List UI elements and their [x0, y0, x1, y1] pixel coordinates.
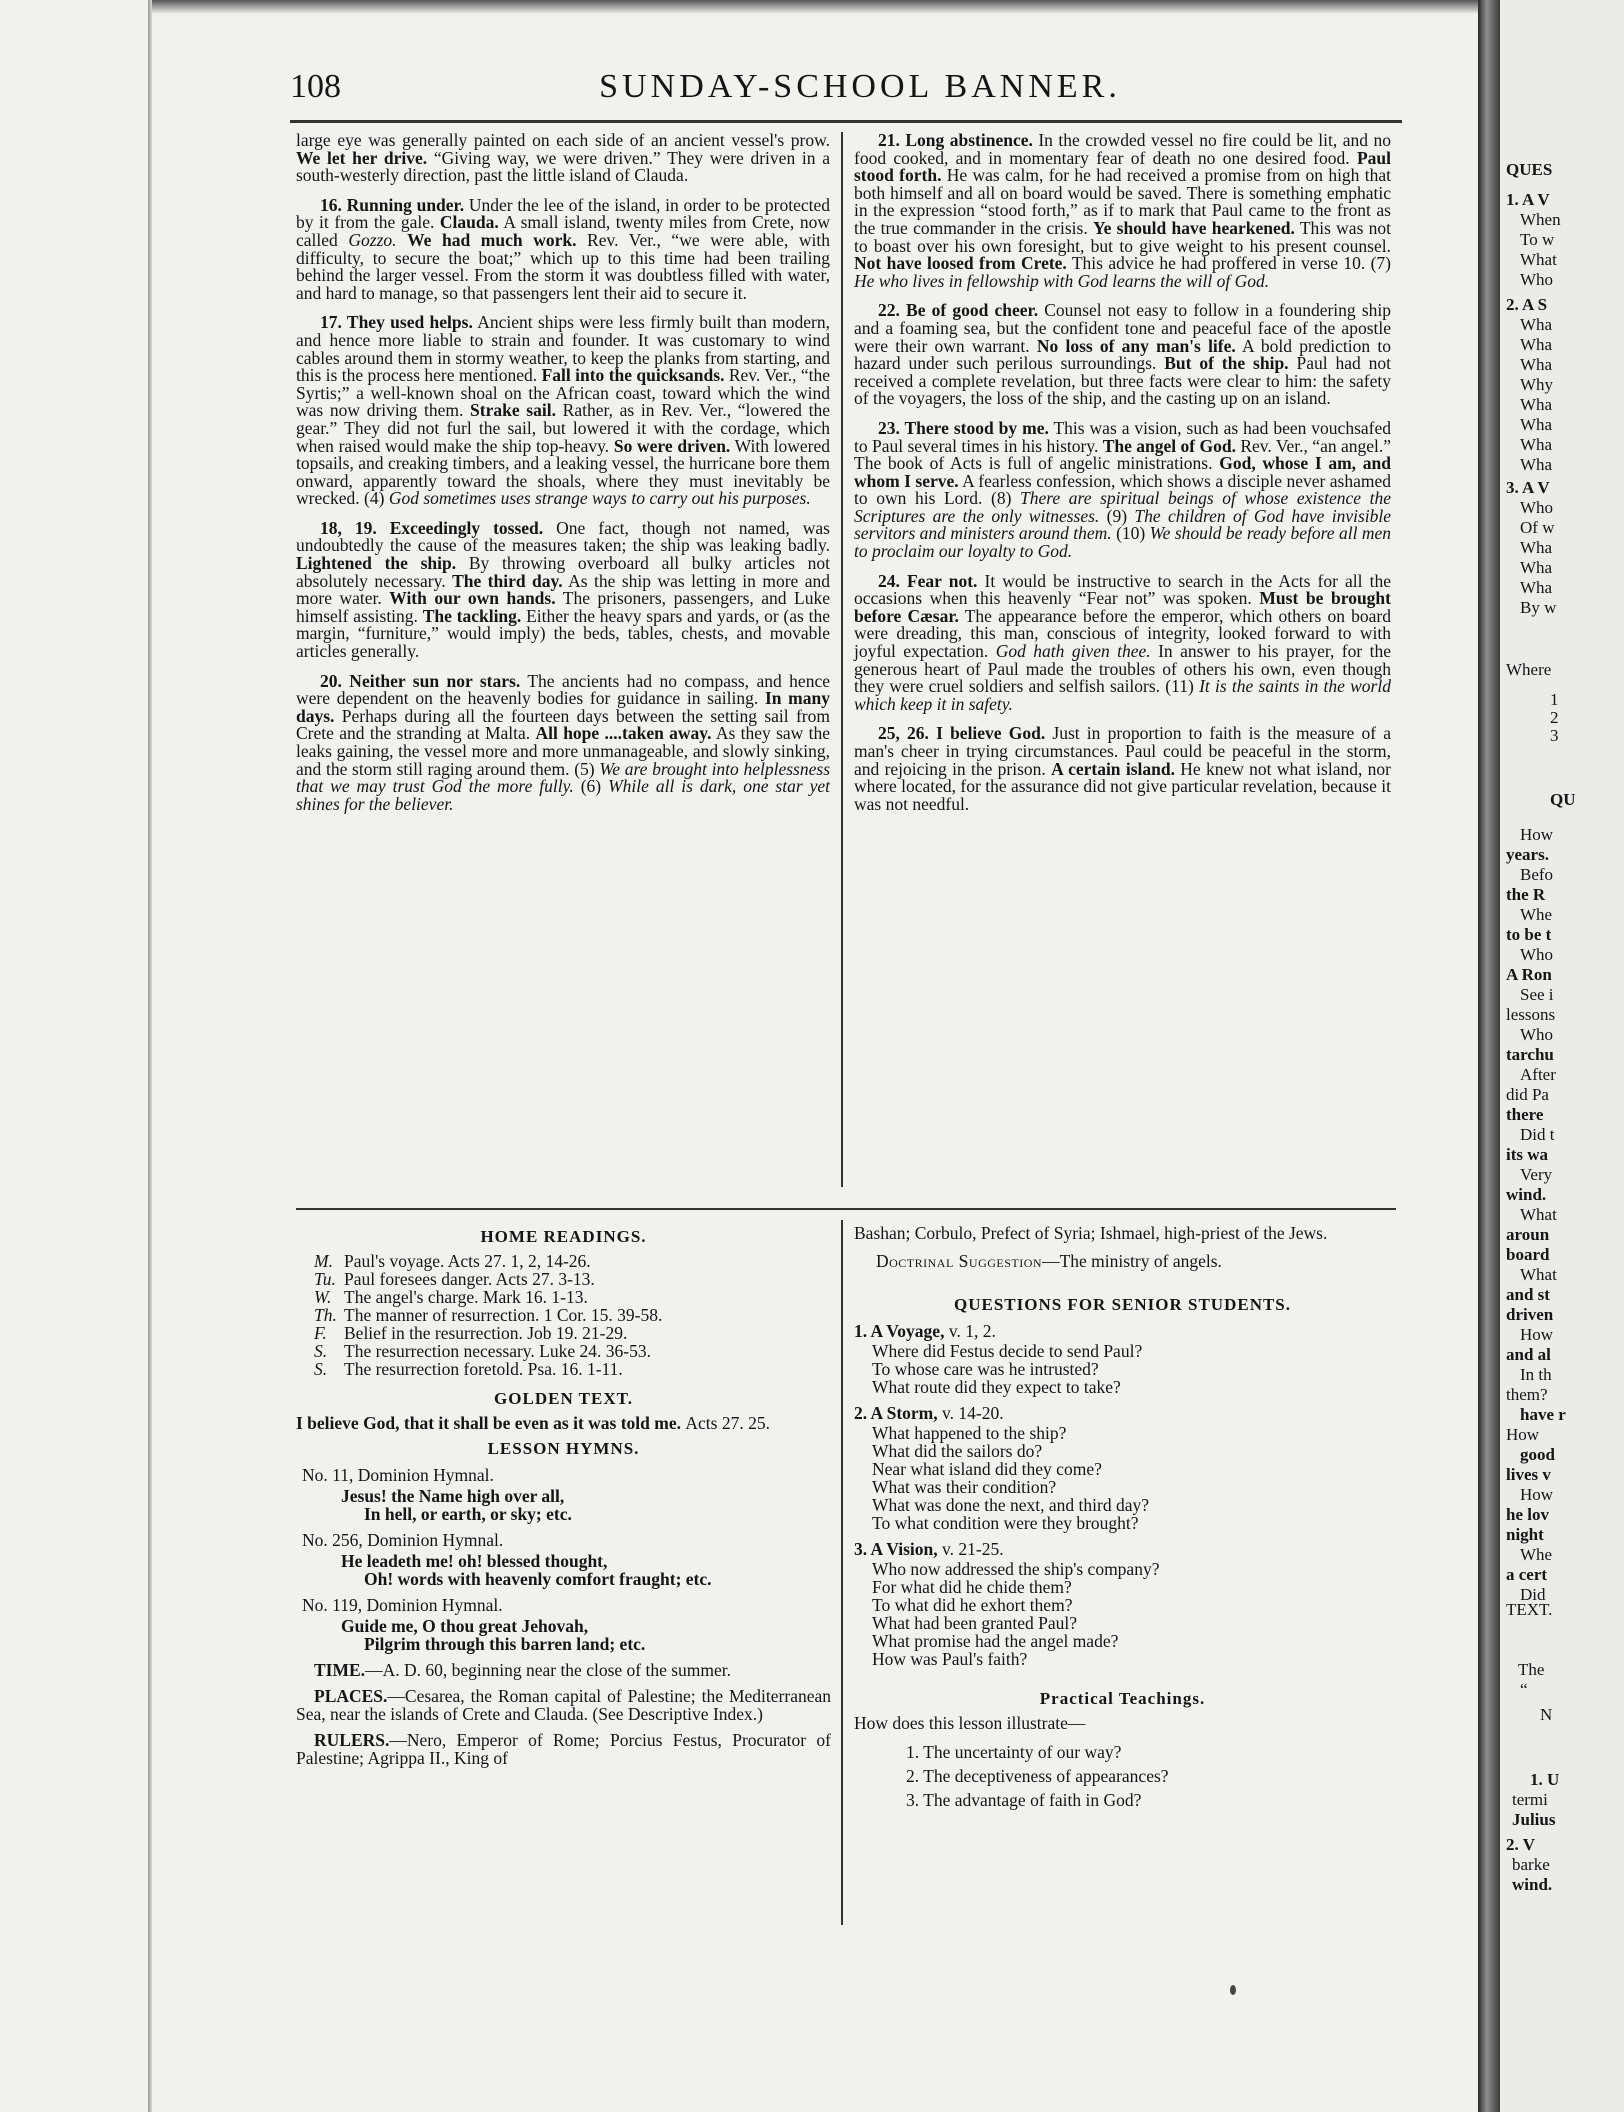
adjacent-page-fragment: wind. — [1512, 1875, 1553, 1894]
adjacent-page-fragment: Wha — [1520, 335, 1553, 354]
question-section-heading — [854, 1540, 1391, 1558]
note-text: With lowered topsails, and creaking timbers, and a leaking vessel, the hurricane bore them onward, apparently toward the shoals, where they must inevitably be wrecked. (4) — [296, 435, 831, 509]
note-keyword: Ye should have hearkened. — [1092, 217, 1295, 238]
section-divider — [296, 1208, 1396, 1210]
adjacent-page-fragment: Who — [1520, 1025, 1554, 1044]
adjacent-page-fragment: After — [1520, 1065, 1556, 1084]
reading-text: The manner of resurrection. 1 Cor. 15. 39-58. — [344, 1305, 663, 1325]
question-item: What route did they expect to take? — [872, 1377, 1121, 1397]
note-text: Rev. Ver., “we were able, with difficulty, to secure the boat;” which up to this time had been trailing behind the larger vessel. From the storm it was doubtless filled with water, and hard to manage, so that passengers lent their aid to secure it. — [296, 229, 831, 303]
note-lesson: The children of God have invisible servitors and ministers around them. — [854, 505, 1392, 544]
note-keyword: In many days. — [296, 688, 830, 726]
note-text: Rather, as in Rev. Ver., “lowered the gear.” They did not furl the sail, but lowered it with the cordage, which when raised would make the ship top-heavy. — [296, 400, 830, 456]
header-rule — [290, 120, 1402, 123]
note-text: The prisoners, passengers, and Luke himself assisting. — [296, 588, 831, 626]
adjacent-page-fragment: A Ron — [1506, 965, 1552, 984]
reading-row — [314, 1252, 831, 1270]
adjacent-page-fragment: them? — [1506, 1385, 1548, 1404]
question-item: To what condition were they brought? — [872, 1513, 1139, 1533]
practical-intro: How does this lesson illustrate— — [854, 1713, 1086, 1733]
reading-text: The resurrection foretold. Psa. 16. 1-11. — [344, 1359, 623, 1379]
note-text: In the crowded vessel no fire could be lit, and no food cooked, and in momentary fear of death no one desired food. — [854, 130, 1391, 168]
note-keyword: We had much work. — [407, 229, 577, 250]
adjacent-page-fragment: How — [1520, 825, 1554, 844]
note-lesson: We should be ready before all men to proclaim our loyalty to God. — [854, 523, 1392, 562]
question-item: What did the sailors do? — [872, 1441, 1043, 1461]
golden-text — [296, 1414, 831, 1432]
question-item: What was done the next, and third day? — [872, 1495, 1149, 1515]
note-keyword: But of the ship. — [1164, 353, 1289, 374]
places-text: —Cesarea, the Roman capital of Palestine; the Mediterranean Sea, near the islands of Crete and Clauda. (See Descriptive Index.) — [296, 1686, 831, 1724]
adjacent-page-fragment: Julius — [1512, 1810, 1556, 1829]
note-lesson: It is the saints in the world which keep it in safety. — [854, 676, 1391, 714]
adjacent-page-fragment: Wha — [1520, 315, 1553, 334]
note-keyword: With our own hands. — [389, 588, 556, 609]
adjacent-page-fragment: 1. A V — [1506, 190, 1550, 209]
note-lesson: God hath given thee. — [995, 641, 1151, 662]
adjacent-page-fragment: Wha — [1520, 558, 1553, 577]
golden-text-ref: Acts 27. 25. — [685, 1413, 770, 1433]
note-keyword: God, whose I am, and whom I serve. — [854, 453, 1391, 491]
adjacent-page-fragment: To w — [1520, 230, 1555, 249]
note-keyword: A certain island. — [1051, 758, 1175, 779]
note-paragraph — [854, 725, 1391, 813]
note-text: This advice he had proffered in verse 10. (7) — [1066, 253, 1391, 274]
question-item: What happened to the ship? — [872, 1423, 1067, 1443]
note-text: (6) — [573, 776, 609, 797]
column-divider — [841, 132, 843, 1187]
reading-day: W. — [314, 1287, 332, 1307]
practical-list — [854, 1740, 1391, 1812]
adjacent-page-fragment: Wha — [1520, 538, 1553, 557]
question-item: To whose care was he intrusted? — [872, 1359, 1099, 1379]
notes-column-right — [854, 132, 1391, 825]
note-keyword: Not have loosed from Crete. — [854, 253, 1067, 274]
note-keyword: Strake sail. — [470, 400, 556, 421]
note-keyword: So were driven. — [613, 435, 731, 456]
lesson-hymns-title: LESSON HYMNS. — [487, 1439, 640, 1458]
page-header — [290, 68, 1440, 112]
adjacent-page-fragment: driven — [1506, 1305, 1554, 1324]
adjacent-page-fragment: Wha — [1520, 395, 1553, 414]
note-paragraph — [296, 670, 830, 814]
hymn-number: No. 256, Dominion Hymnal. — [302, 1530, 504, 1550]
note-keyword: The angel of God. — [1102, 435, 1236, 456]
note-keyword: The third day. — [452, 570, 563, 591]
hymn-line: Guide me, O thou great Jehovah, — [341, 1616, 589, 1636]
adjacent-page-fragment: TEXT. — [1506, 1600, 1553, 1619]
adjacent-page-fragment: a cert — [1506, 1565, 1548, 1584]
adjacent-page-fragment: 3 — [1550, 726, 1559, 745]
adjacent-page-fragment: good — [1520, 1445, 1555, 1464]
note-text: (9) — [1099, 505, 1135, 526]
note-keyword: Paul stood forth. — [854, 147, 1391, 186]
adjacent-page-fragment: The — [1518, 1660, 1545, 1679]
reading-text: The angel's charge. Mark 16. 1-13. — [344, 1287, 588, 1307]
note-text: He knew not what island, nor where located, for the assurance did not give particular revelation, because it was not needful. — [854, 758, 1391, 814]
senior-questions-title: QUESTIONS FOR SENIOR STUDENTS. — [953, 1295, 1292, 1314]
note-lesson: He who lives in fellowship with God learns the will of God. — [854, 270, 1270, 291]
column-divider-lower — [841, 1220, 843, 1925]
adjacent-page-fragment: How — [1506, 1425, 1540, 1444]
reading-day: M. — [314, 1251, 333, 1271]
note-text: It would be instructive to search in the Acts for all the occasions when this heavenly “Fear not” was spoken. — [854, 570, 1392, 609]
reading-text: Paul's voyage. Acts 27. 1, 2, 14-26. — [344, 1251, 591, 1271]
note-verse-heading: 23. There stood by me. — [878, 417, 1049, 438]
note-verse-heading: 18, 19. Exceedingly tossed. — [320, 517, 544, 538]
ink-smudge — [1230, 1985, 1236, 1995]
home-readings-list — [296, 1252, 831, 1378]
note-keyword: Lightened the ship. — [296, 553, 457, 574]
adjacent-page-fragment: to be t — [1506, 925, 1552, 944]
rulers-continued: Bashan; Corbulo, Prefect of Syria; Ishmael, high-priest of the Jews. — [854, 1223, 1328, 1243]
note-italic: Gozzo. — [348, 229, 397, 250]
adjacent-page-fragment: QU — [1550, 790, 1576, 809]
hymn-line: Pilgrim through this barren land; etc. — [364, 1634, 646, 1654]
hymn-line: Jesus! the Name high over all, — [341, 1486, 565, 1506]
question-item: What was their condition? — [872, 1477, 1057, 1497]
question-item: For what did he chide them? — [872, 1577, 1072, 1597]
question-section-verse: v. 21-25. — [937, 1539, 1004, 1559]
adjacent-page-fragment: aroun — [1506, 1225, 1550, 1244]
note-text: This was not to boast over his own foresight, but to give weight to his present counsel. — [854, 217, 1391, 256]
note-text: Under the lee of the island, in order to be protected by it from the gale. — [296, 194, 830, 233]
note-text: Paul had not received a complete revelation, but three facts were clear to him: the safety of the voyagers, the loss of the ship, and the casting up on an island. — [854, 353, 1392, 409]
time-paragraph — [296, 1661, 831, 1679]
adjacent-page-fragment: By w — [1520, 598, 1557, 617]
note-text: Either the heavy spars and yards, or (as the margin, “furniture,” would imply) the beds, tables, chests, and movable articles generally. — [296, 605, 830, 662]
adjacent-page-fragment: Wha — [1520, 415, 1553, 434]
adjacent-page-fragment: Did — [1520, 1585, 1546, 1604]
reading-text: Paul foresees danger. Acts 27. 3-13. — [344, 1269, 595, 1289]
adjacent-page-fragment: have r — [1520, 1405, 1566, 1424]
note-lesson: We are brought into helplessness that we may trust God the more fully. — [296, 758, 830, 797]
reading-day: Tu. — [314, 1269, 336, 1289]
note-keyword: Fall into the quicksands. — [541, 365, 725, 386]
note-paragraph — [296, 132, 830, 185]
note-verse-heading: 17. They used helps. — [320, 312, 473, 333]
reading-row — [314, 1324, 831, 1342]
adjacent-page-fragment: Who — [1520, 945, 1554, 964]
note-text: The ancients had no compass, and hence were dependent on the heavenly bodies for guidance in sailing. — [296, 670, 830, 709]
note-keyword: Clauda. — [439, 212, 499, 233]
note-paragraph — [296, 194, 831, 303]
notes-column-left — [296, 132, 830, 825]
note-paragraph — [296, 314, 830, 508]
note-verse-heading: 21. Long abstinence. — [878, 130, 1033, 150]
doctrinal-suggestion — [876, 1252, 1391, 1270]
practical-item: 1. The uncertainty of our way? — [906, 1742, 1122, 1762]
reading-day: S. — [314, 1359, 328, 1379]
adjacent-page-fragment: Wha — [1520, 435, 1553, 454]
senior-questions-list — [854, 1322, 1391, 1668]
time-text: —A. D. 60, beginning near the close of the summer. — [365, 1660, 732, 1680]
adjacent-page-fragment: Why — [1520, 375, 1554, 394]
reading-text: Belief in the resurrection. Job 19. 21-29. — [344, 1323, 628, 1343]
reading-row — [314, 1342, 831, 1360]
note-keyword: All hope ....taken away. — [535, 723, 712, 744]
note-text: Just in proportion to faith is the measure of a man's cheer in trying circumstances. Paul could be peaceful in the storm, and rejoicing in the prison. — [854, 723, 1391, 779]
adjacent-page-fragment: Whe — [1520, 905, 1553, 924]
doctrinal-text: —The ministry of angels. — [1042, 1251, 1222, 1271]
question-item: Near what island did they come? — [872, 1459, 1102, 1479]
reading-day: Th. — [314, 1305, 337, 1325]
hymn-line: Oh! words with heavenly comfort fraught; etc. — [364, 1569, 712, 1589]
adjacent-page-fragment: Where — [1506, 660, 1552, 679]
reading-day: S. — [314, 1341, 328, 1361]
note-text: (10) — [1111, 523, 1150, 544]
note-paragraph — [854, 132, 1391, 290]
adjacent-page-fragment: the R — [1506, 885, 1546, 904]
adjacent-page-fragment: See i — [1520, 985, 1554, 1004]
note-paragraph — [854, 570, 1392, 714]
note-text: As the ship was letting in more and more water. — [296, 570, 830, 609]
note-paragraph — [296, 517, 831, 662]
page-gutter — [1478, 0, 1500, 2112]
note-text: large eye was generally painted on each side of an ancient vessel's prow. — [296, 130, 830, 150]
adjacent-page-fragment: there — [1506, 1105, 1544, 1124]
lower-left-column — [296, 1224, 831, 1767]
note-text: A bold prediction to hazard under such perilous surroundings. — [854, 335, 1391, 374]
question-section-title: 3. A Vision, — [854, 1539, 938, 1559]
adjacent-page-fragment: wind. — [1506, 1185, 1547, 1204]
note-text: In answer to his prayer, for the generous heart of Paul made the troubles of others his own, even though they were cruel soldiers and selfish sailors. (11) — [854, 641, 1392, 697]
adjacent-page-fragment: Who — [1520, 498, 1554, 517]
adjacent-page-fragment: lives v — [1506, 1465, 1551, 1484]
adjacent-page-fragment: 3. A V — [1506, 478, 1550, 497]
adjacent-page-fragment: tarchu — [1506, 1045, 1554, 1064]
adjacent-page-fragment: 2. V — [1506, 1835, 1535, 1854]
hymn-number: No. 11, Dominion Hymnal. — [302, 1465, 494, 1485]
binding-edge — [148, 0, 152, 2112]
note-text: “Giving way, we were driven.” They were driven in a south-westerly direction, past the little island of Clauda. — [296, 147, 830, 186]
golden-text-title: GOLDEN TEXT. — [494, 1389, 633, 1408]
adjacent-page-fragment: years. — [1506, 845, 1549, 864]
note-verse-heading: 22. Be of good cheer. — [878, 300, 1039, 321]
note-keyword: The tackling. — [422, 605, 522, 626]
lesson-hymns-list — [296, 1466, 831, 1653]
note-text: This was a vision, such as had been vouchsafed to Paul several times in his history. — [854, 417, 1391, 456]
note-text: Rev. Ver., “the Syrtis;” a well-known shoal on the African coast, toward which the wind was now driving them. — [296, 365, 830, 421]
note-text: The appearance before the emperor, which others on board were dreading, this man, conscious of integrity, looked forward to with joyful expectation. — [854, 605, 1392, 662]
adjacent-page-fragment: and st — [1506, 1285, 1550, 1304]
note-text: A fearless confession, which shows a disciple never ashamed to own his Lord. (8) — [854, 470, 1391, 509]
adjacent-page-fragment: 2 — [1550, 708, 1559, 727]
places-paragraph — [296, 1687, 831, 1723]
adjacent-page-fragment: Wha — [1520, 578, 1553, 597]
question-section-heading — [854, 1322, 1391, 1340]
home-readings-title: HOME READINGS. — [480, 1227, 647, 1246]
reading-day: F. — [314, 1323, 327, 1343]
adjacent-page-fragment: termi — [1512, 1790, 1548, 1809]
adjacent-page-fragment: What — [1520, 1265, 1557, 1284]
adjacent-page-fragment: board — [1506, 1245, 1550, 1264]
lower-right-column — [854, 1224, 1391, 1812]
adjacent-page-fragment: When — [1520, 210, 1561, 229]
adjacent-page-fragment: Wha — [1520, 355, 1553, 374]
rulers-paragraph — [296, 1731, 831, 1767]
adjacent-page-fragment: night — [1506, 1525, 1544, 1544]
rulers-label: RULERS. — [314, 1730, 390, 1750]
adjacent-page-fragment: Wha — [1520, 455, 1553, 474]
adjacent-page-fragment: What — [1520, 250, 1557, 269]
note-text: Rev. Ver., “an angel.” The book of Acts is full of angelic ministrations. — [854, 435, 1392, 474]
note-verse-heading: 16. Running under. — [320, 194, 465, 215]
adjacent-page-fragment: 1 — [1550, 690, 1559, 709]
note-text: Ancient ships were less firmly built than modern, and hence more liable to strain and founder. It was customary to wind cables around them in stormy weather, to keep the planks from starting, and this is the process here mentioned. — [296, 312, 830, 386]
page-number: 108 — [290, 68, 341, 105]
reading-row — [314, 1306, 831, 1324]
note-verse-heading: 20. Neither sun nor stars. — [320, 670, 521, 691]
note-text: Counsel not easy to follow in a foundering ship and a foaming sea, but the confident tone and peaceful face of the apostle were their own warrant. — [854, 300, 1391, 356]
question-item: What had been granted Paul? — [872, 1613, 1078, 1633]
hymn-line: In hell, or earth, or sky; etc. — [364, 1504, 572, 1524]
top-shadow — [152, 0, 1478, 14]
note-text: One fact, though not named, was undoubtedly the cause of the measures taken; the ship was leaking badly. — [296, 517, 830, 556]
question-item: Where did Festus decide to send Paul? — [872, 1341, 1143, 1361]
adjacent-page-fragment: 2. A S — [1506, 295, 1548, 314]
places-label: PLACES. — [314, 1686, 388, 1706]
note-keyword: We let her drive. — [296, 147, 428, 168]
note-lesson: There are spiritual beings of whose existence the Scriptures are the only witnesses. — [854, 488, 1391, 526]
adjacent-page-fragment: Whe — [1520, 1545, 1553, 1564]
question-section-title: 2. A Storm, — [854, 1403, 938, 1423]
question-item: Who now addressed the ship's company? — [872, 1559, 1160, 1579]
reading-text: The resurrection necessary. Luke 24. 36-53. — [344, 1341, 651, 1361]
note-paragraph — [854, 302, 1391, 408]
practical-item: 2. The deceptiveness of appearances? — [906, 1766, 1169, 1786]
adjacent-page-fragment: QUES — [1506, 160, 1553, 179]
adjacent-page-fragment: and al — [1506, 1345, 1551, 1364]
note-keyword: Must be brought before Cæsar. — [854, 588, 1391, 626]
note-lesson: God sometimes uses strange ways to carry out his purposes. — [388, 488, 811, 509]
note-verse-heading: 24. Fear not. — [878, 570, 978, 591]
adjacent-page-fragment: its wa — [1506, 1145, 1549, 1164]
note-text: A small island, twenty miles from Crete, now called — [296, 212, 830, 250]
reading-row — [314, 1360, 831, 1378]
practical-item: 3. The advantage of faith in God? — [906, 1790, 1142, 1810]
adjacent-page-fragment: 1. U — [1530, 1770, 1560, 1789]
question-item: How was Paul's faith? — [872, 1649, 1028, 1669]
adjacent-page-fragment: “ — [1520, 1680, 1528, 1699]
question-item: What promise had the angel made? — [872, 1631, 1119, 1651]
question-section-heading — [854, 1404, 1391, 1422]
note-lesson: While all is dark, one star yet shines for the believer. — [296, 776, 830, 814]
rulers-text: —Nero, Emperor of Rome; Porcius Festus, Procurator of Palestine; Agrippa II., King of — [296, 1730, 831, 1768]
question-section-verse: v. 14-20. — [937, 1403, 1004, 1423]
time-label: TIME. — [314, 1660, 366, 1680]
adjacent-page-fragment: How — [1520, 1325, 1554, 1344]
note-verse-heading: 25, 26. I believe God. — [878, 723, 1046, 744]
adjacent-page-fragment: Did t — [1520, 1125, 1555, 1144]
note-keyword: No loss of any man's life. — [1036, 335, 1236, 356]
adjacent-page-fragment: did Pa — [1506, 1085, 1549, 1104]
doctrinal-label: Doctrinal Suggestion — [876, 1251, 1043, 1271]
adjacent-page-fragment: Who — [1520, 270, 1554, 289]
practical-title: Practical Teachings. — [1039, 1689, 1206, 1708]
question-section-verse: v. 1, 2. — [944, 1321, 996, 1341]
running-title: SUNDAY-SCHOOL BANNER. — [599, 68, 1121, 105]
hymn-number: No. 119, Dominion Hymnal. — [302, 1595, 503, 1615]
note-text: He was calm, for he had received a promise from on high that both himself and all on board would be saved. There is something emphatic in the expression “stood forth,” as if to mark that Paul came to the front as the true commander in the crisis. — [854, 165, 1391, 238]
adjacent-page-fragment: What — [1520, 1205, 1557, 1224]
note-paragraph — [854, 417, 1392, 562]
adjacent-page-fragment: N — [1540, 1705, 1553, 1724]
adjacent-page-fragment: barke — [1512, 1855, 1550, 1874]
adjacent-page-fragment: Very — [1520, 1165, 1553, 1184]
question-item: To what did he exhort them? — [872, 1595, 1073, 1615]
golden-text-body: I believe God, that it shall be even as it was told me. — [296, 1413, 681, 1433]
adjacent-page-fragment: he lov — [1506, 1505, 1549, 1524]
note-text: As they saw the leaks gaining, the vessel more and more unmanageable, and slowly sinking, and the storm still raging around them. (5) — [296, 723, 830, 779]
adjacent-page-fragment: How — [1520, 1485, 1554, 1504]
note-text: Perhaps during all the fourteen days between the setting sail from Crete and the stranding at Malta. — [296, 705, 830, 744]
hymn-line: He leadeth me! oh! blessed thought, — [341, 1551, 608, 1571]
adjacent-page-strip — [1500, 0, 1624, 2112]
reading-row — [314, 1270, 831, 1288]
reading-row — [314, 1288, 831, 1306]
note-text: By throwing overboard all bulky articles not absolutely necessary. — [296, 553, 831, 591]
adjacent-page-fragment: Of w — [1520, 518, 1555, 537]
question-section-title: 1. A Voyage, — [854, 1321, 945, 1341]
adjacent-page-fragment: Befo — [1520, 865, 1554, 884]
adjacent-page-fragment: In th — [1520, 1365, 1552, 1384]
adjacent-page-fragment: lessons — [1506, 1005, 1556, 1024]
